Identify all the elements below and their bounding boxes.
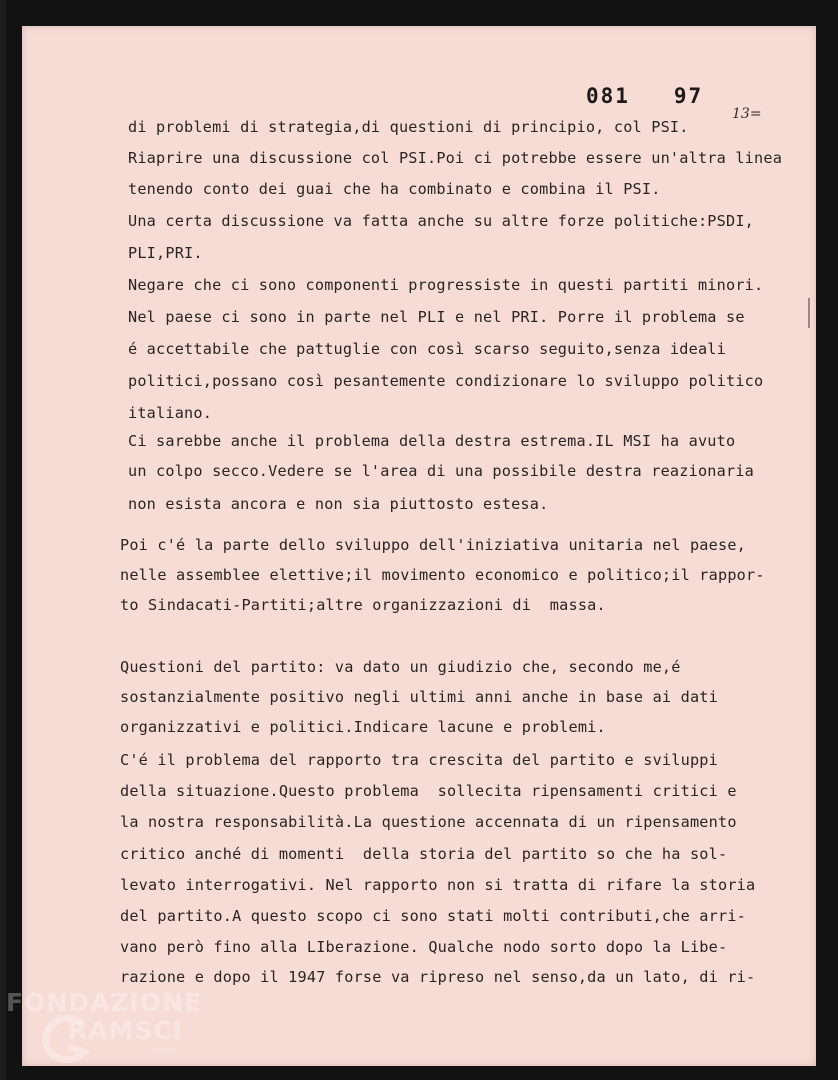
text-line: sostanzialmente positivo negli ultimi anni anche in base ai dati [120, 688, 718, 706]
text-line: Negare che ci sono componenti progressiste in questi partiti minori. [128, 276, 764, 294]
text-line: del partito.A questo scopo ci sono stati molti contributi,che arri- [120, 907, 747, 925]
page-number: 081 97 [586, 84, 704, 108]
watermark-line2: RAMSCI [68, 1016, 184, 1045]
watermark-suffix: onlus [152, 1046, 177, 1056]
text-line: PLI,PRI. [128, 244, 203, 262]
text-line: critico anché di momenti della storia del partito so che ha sol- [120, 845, 728, 863]
text-line: italiano. [128, 404, 213, 422]
text-line: non esista ancora e non sia piuttosto estesa. [128, 495, 549, 513]
text-line: Una certa discussione va fatta anche su altre forze politiche:PSDI, [128, 212, 755, 230]
text-line: Ci sarebbe anche il problema della destra estrema.IL MSI ha avuto [128, 432, 736, 450]
fondazione-gramsci-watermark [6, 988, 216, 1068]
text-line: Riaprire una discussione col PSI.Poi ci potrebbe essere un'altra linea [128, 149, 783, 167]
text-line: la nostra responsabilità.La questione accennata di un ripensamento [120, 813, 737, 831]
text-line: nelle assemblee elettive;il movimento economico e politico;il rappor- [120, 566, 765, 584]
text-line: della situazione.Questo problema sollecita ripensamenti critici e [120, 782, 737, 800]
text-line: C'é il problema del rapporto tra crescita del partito e sviluppi [120, 751, 718, 769]
text-line: un colpo secco.Vedere se l'area di una possibile destra reazionaria [128, 462, 755, 480]
scanner-edge [0, 0, 6, 1080]
text-line: Nel paese ci sono in parte nel PLI e nel PRI. Porre il problema se [128, 308, 745, 326]
text-line: é accettabile che pattuglie con così scarso seguito,senza ideali [128, 340, 726, 358]
text-line: Questioni del partito: va dato un giudizio che, secondo me,é [120, 658, 681, 676]
document-page [22, 26, 816, 1066]
text-line: tenendo conto dei guai che ha combinato e combina il PSI. [128, 180, 661, 198]
text-line: levato interrogativi. Nel rapporto non si tratta di rifare la storia [120, 876, 756, 894]
text-line: organizzativi e politici.Indicare lacune e problemi. [120, 718, 606, 736]
text-line: to Sindacati-Partiti;altre organizzazioni di massa. [120, 596, 606, 614]
handwritten-page-note: 13= [732, 106, 762, 122]
watermark-line1: FONDAZIONE [6, 988, 203, 1017]
text-line: vano però fino alla LIberazione. Qualche nodo sorto dopo la Libe- [120, 938, 728, 956]
text-line: razione e dopo il 1947 forse va ripreso nel senso,da un lato, di ri- [120, 968, 756, 986]
text-line: di problemi di strategia,di questioni di principio, col PSI. [128, 118, 689, 136]
text-line: Poi c'é la parte dello sviluppo dell'iniziativa unitaria nel paese, [120, 536, 747, 554]
margin-pencil-mark [808, 298, 810, 328]
text-line: politici,possano così pesantemente condizionare lo sviluppo politico [128, 372, 764, 390]
